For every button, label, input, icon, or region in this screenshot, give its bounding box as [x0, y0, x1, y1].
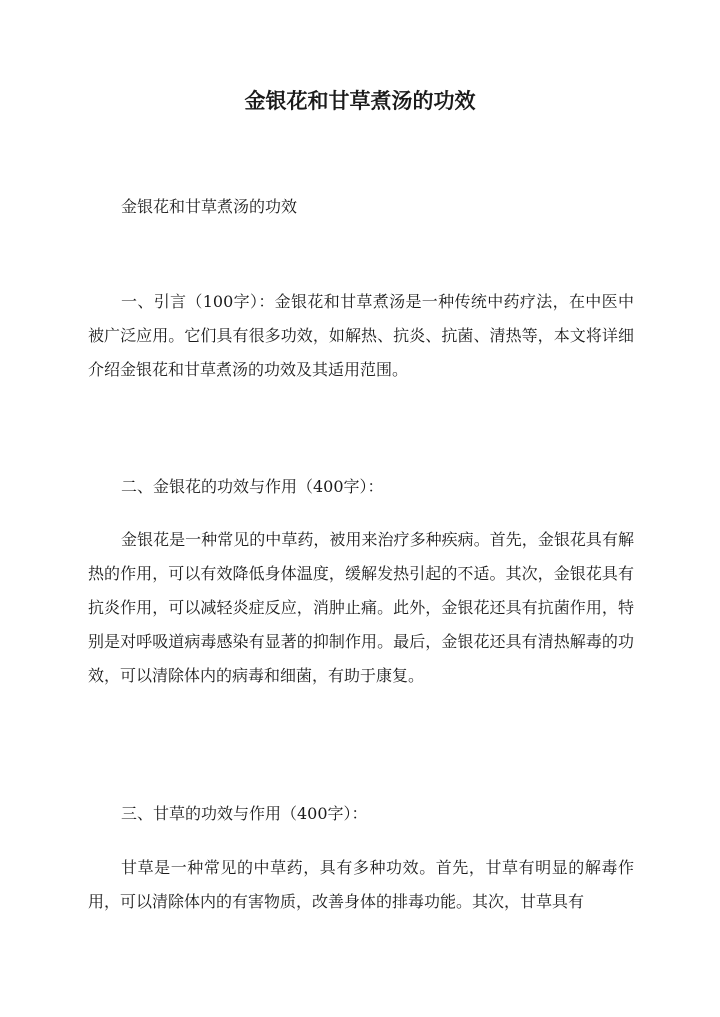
section-heading-honeysuckle: 二、金银花的功效与作用（400字）： — [121, 477, 384, 496]
section-heading-licorice: 三、甘草的功效与作用（400字）： — [121, 804, 368, 823]
section-paragraph-licorice: 甘草是一种常见的中草药，具有多种功效。首先，甘草有明显的解毒作用，可以清除体内的有害物质，改善身体的排毒功能。其次，甘草具有 — [88, 858, 634, 911]
document-title: 金银花和甘草煮汤的功效 — [244, 88, 476, 113]
document-subtitle: 金银花和甘草煮汤的功效 — [121, 197, 298, 216]
section-intro-paragraph: 一、引言（100字）：金银花和甘草煮汤是一种传统中药疗法，在中医中被广泛应用。它们具有很多功效，如解热、抗炎、抗菌、清热等，本文将详细介绍金银花和甘草煮汤的功效及其适用范围。 — [88, 292, 634, 379]
section-paragraph-honeysuckle: 金银花是一种常见的中草药，被用来治疗多种疾病。首先，金银花具有解热的作用，可以有效降低身体温度，缓解发热引起的不适。其次，金银花具有抗炎作用，可以减轻炎症反应，消肿止痛。此外，金银花还具有抗菌作用，特别是对呼吸道病毒感染有显著的抑制作用。最后，金银花还具有清热解毒的功效，可以清除体内的病毒和细菌，有助于康复。 — [88, 530, 634, 685]
